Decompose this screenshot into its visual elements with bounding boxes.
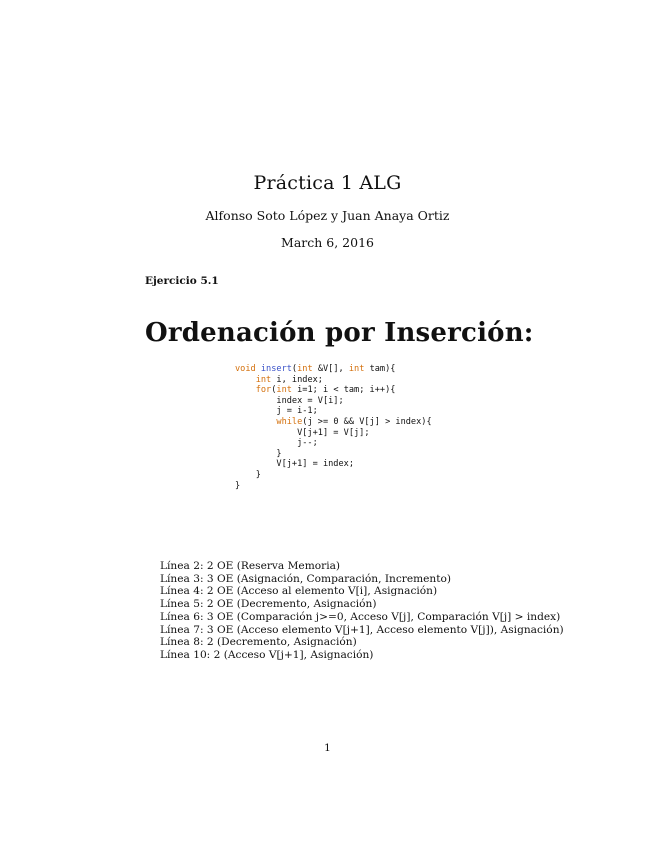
document-authors: Alfonso Soto López y Juan Anaya Ortiz bbox=[205, 208, 450, 223]
code-text: j = i-1; bbox=[235, 406, 318, 417]
code-line bbox=[235, 449, 432, 460]
code-text: } bbox=[235, 448, 282, 459]
code-line bbox=[235, 406, 432, 417]
code-text bbox=[235, 417, 276, 427]
analysis-line: Línea 7: 3 OE (Acceso elemento V[j+1], Acceso elemento V[j]), Asignación) bbox=[160, 623, 564, 636]
code-line bbox=[235, 364, 432, 375]
code-keyword: for bbox=[255, 385, 272, 396]
code-text: i=1; i < tam; i++){ bbox=[291, 385, 396, 396]
code-text: index = V[i]; bbox=[235, 395, 344, 406]
analysis-line: Línea 3: 3 OE (Asignación, Comparación, Incremento) bbox=[160, 572, 451, 585]
code-text: tam){ bbox=[364, 364, 396, 374]
code-text: i, index; bbox=[271, 374, 323, 385]
code-line bbox=[235, 417, 432, 428]
code-keyword: int bbox=[348, 364, 365, 374]
page-number: 1 bbox=[324, 742, 331, 754]
analysis-line: Línea 5: 2 OE (Decremento, Asignación) bbox=[160, 598, 377, 611]
exercise-label: Ejercicio 5.1 bbox=[145, 275, 219, 287]
analysis-line: Línea 2: 2 OE (Reserva Memoria) bbox=[160, 560, 341, 572]
section-heading: Ordenación por Inserción: bbox=[145, 318, 534, 348]
code-text: ( bbox=[291, 364, 298, 374]
code-text: &V[], bbox=[312, 364, 349, 374]
code-keyword: while bbox=[276, 416, 303, 427]
code-line bbox=[235, 375, 432, 386]
code-keyword: int bbox=[255, 374, 272, 385]
code-line bbox=[235, 396, 432, 407]
analysis-line: Línea 4: 2 OE (Acceso al elemento V[i], Asignación) bbox=[160, 585, 438, 598]
document-date: March 6, 2016 bbox=[281, 235, 374, 250]
code-text: ( bbox=[271, 385, 277, 396]
code-listing bbox=[235, 364, 432, 491]
code-text bbox=[235, 385, 256, 395]
code-line bbox=[235, 459, 432, 470]
code-line bbox=[235, 428, 432, 439]
code-text: V[j+1] = index; bbox=[235, 459, 354, 470]
code-line bbox=[235, 438, 432, 449]
document-title: Práctica 1 ALG bbox=[253, 172, 402, 194]
code-text: j--; bbox=[235, 438, 318, 449]
code-keyword: void bbox=[235, 364, 261, 374]
code-keyword: int bbox=[276, 385, 292, 396]
analysis-line: Línea 8: 2 (Decremento, Asignación) bbox=[160, 636, 357, 649]
code-line bbox=[235, 470, 432, 481]
code-text: } bbox=[235, 469, 261, 480]
code-line bbox=[235, 385, 432, 396]
code-function-name: insert bbox=[260, 364, 292, 374]
code-text: V[j+1] = V[j]; bbox=[235, 427, 370, 438]
analysis-line: Línea 6: 3 OE (Comparación j>=0, Acceso V[j], Comparación V[j] > index) bbox=[160, 610, 561, 623]
code-keyword: int bbox=[297, 364, 313, 374]
analysis-line: Línea 10: 2 (Acceso V[j+1], Asignación) bbox=[160, 648, 374, 661]
code-text: } bbox=[235, 480, 241, 491]
code-text: (j >= 0 && V[j] > index){ bbox=[302, 416, 432, 427]
operation-count-list bbox=[160, 560, 564, 662]
code-text bbox=[235, 375, 256, 385]
code-line bbox=[235, 481, 432, 492]
